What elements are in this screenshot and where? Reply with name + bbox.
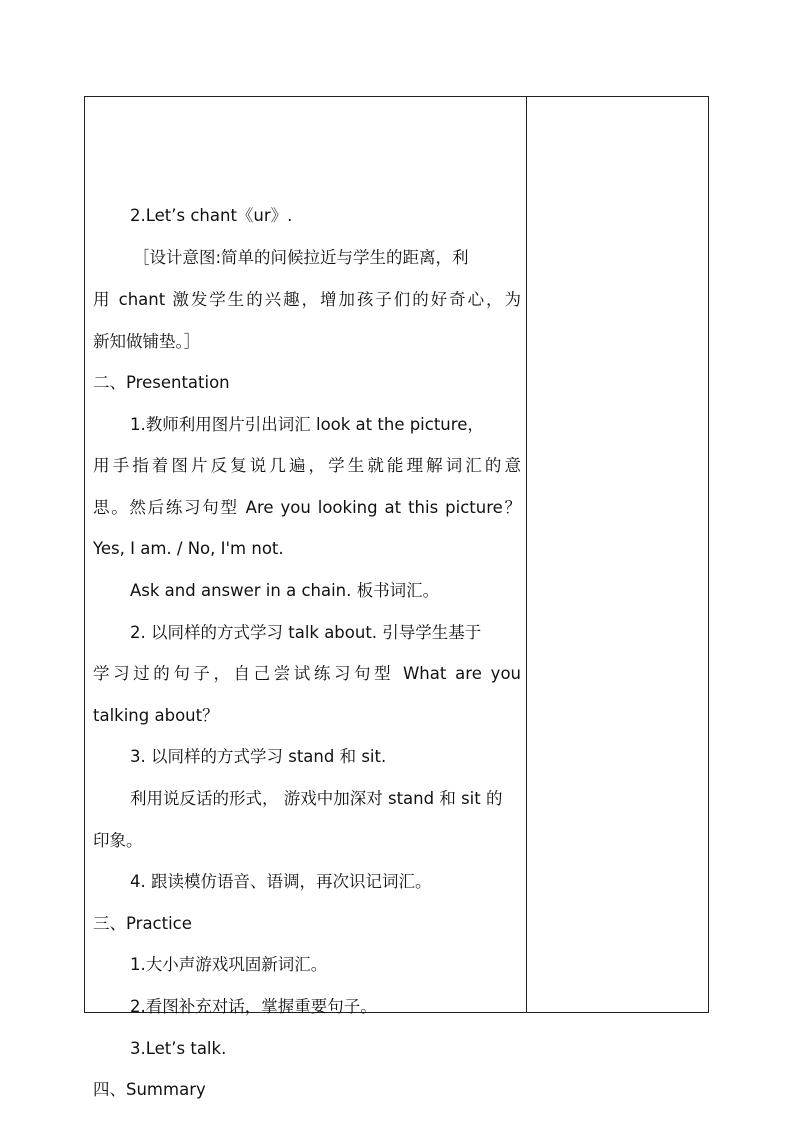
presentation-step-3-line: 3. 以同样的方式学习 stand 和 sit. [130,747,387,766]
practice-step-1: 1.大小声游戏巩固新词汇。 [130,955,328,974]
summary-heading: 四、Summary [93,1080,206,1099]
practice-step-2: 2.看图补充对话，掌握重要句子。 [130,997,377,1016]
opposite-game-line-1: 利用说反话的形式， 游戏中加深对 stand 和 sit 的 [130,789,503,808]
presentation-heading: 二、Presentation [93,373,230,392]
chain-activity-line: Ask and answer in a chain. 板书词汇。 [130,581,440,600]
design-intent-line-2: 用 chant 激发学生的兴趣，增加孩子们的好奇心，为 [93,290,521,309]
notes-column [527,97,708,1012]
presentation-step-2-line-3: talking about？ [93,706,219,725]
procedure-column [85,97,527,1099]
presentation-step-1-line-2: 用手指着图片反复说几遍，学生就能理解词汇的意 [93,456,521,475]
opposite-game-line-2: 印象。 [93,831,143,850]
practice-heading: 三、Practice [93,914,192,933]
design-intent-line-1: ［设计意图:简单的问候拉近与学生的距离，利 [133,248,469,267]
presentation-step-1-line-4: Yes, I am. / No, I'm not. [93,539,284,558]
design-intent-line-3: 新知做铺垫。］ [93,332,201,351]
practice-step-3: 3.Let’s talk. [130,1039,227,1058]
presentation-step-1-line-3: 思。然后练习句型 Are you looking at this picture？ [93,498,521,517]
presentation-step-4-line: 4. 跟读模仿语音、语调，再次识记词汇。 [130,872,432,891]
presentation-step-2-line-1: 2. 以同样的方式学习 talk about. 引导学生基于 [130,623,482,642]
presentation-step-2-line-2: 学习过的句子，自己尝试练习句型 What are you [93,664,521,683]
presentation-step-1-line-1: 1.教师利用图片引出词汇 look at the picture， [130,415,484,434]
lesson-plan-table [84,96,709,1099]
chant-step-line: 2.Let’s chant《ur》. [130,206,293,225]
